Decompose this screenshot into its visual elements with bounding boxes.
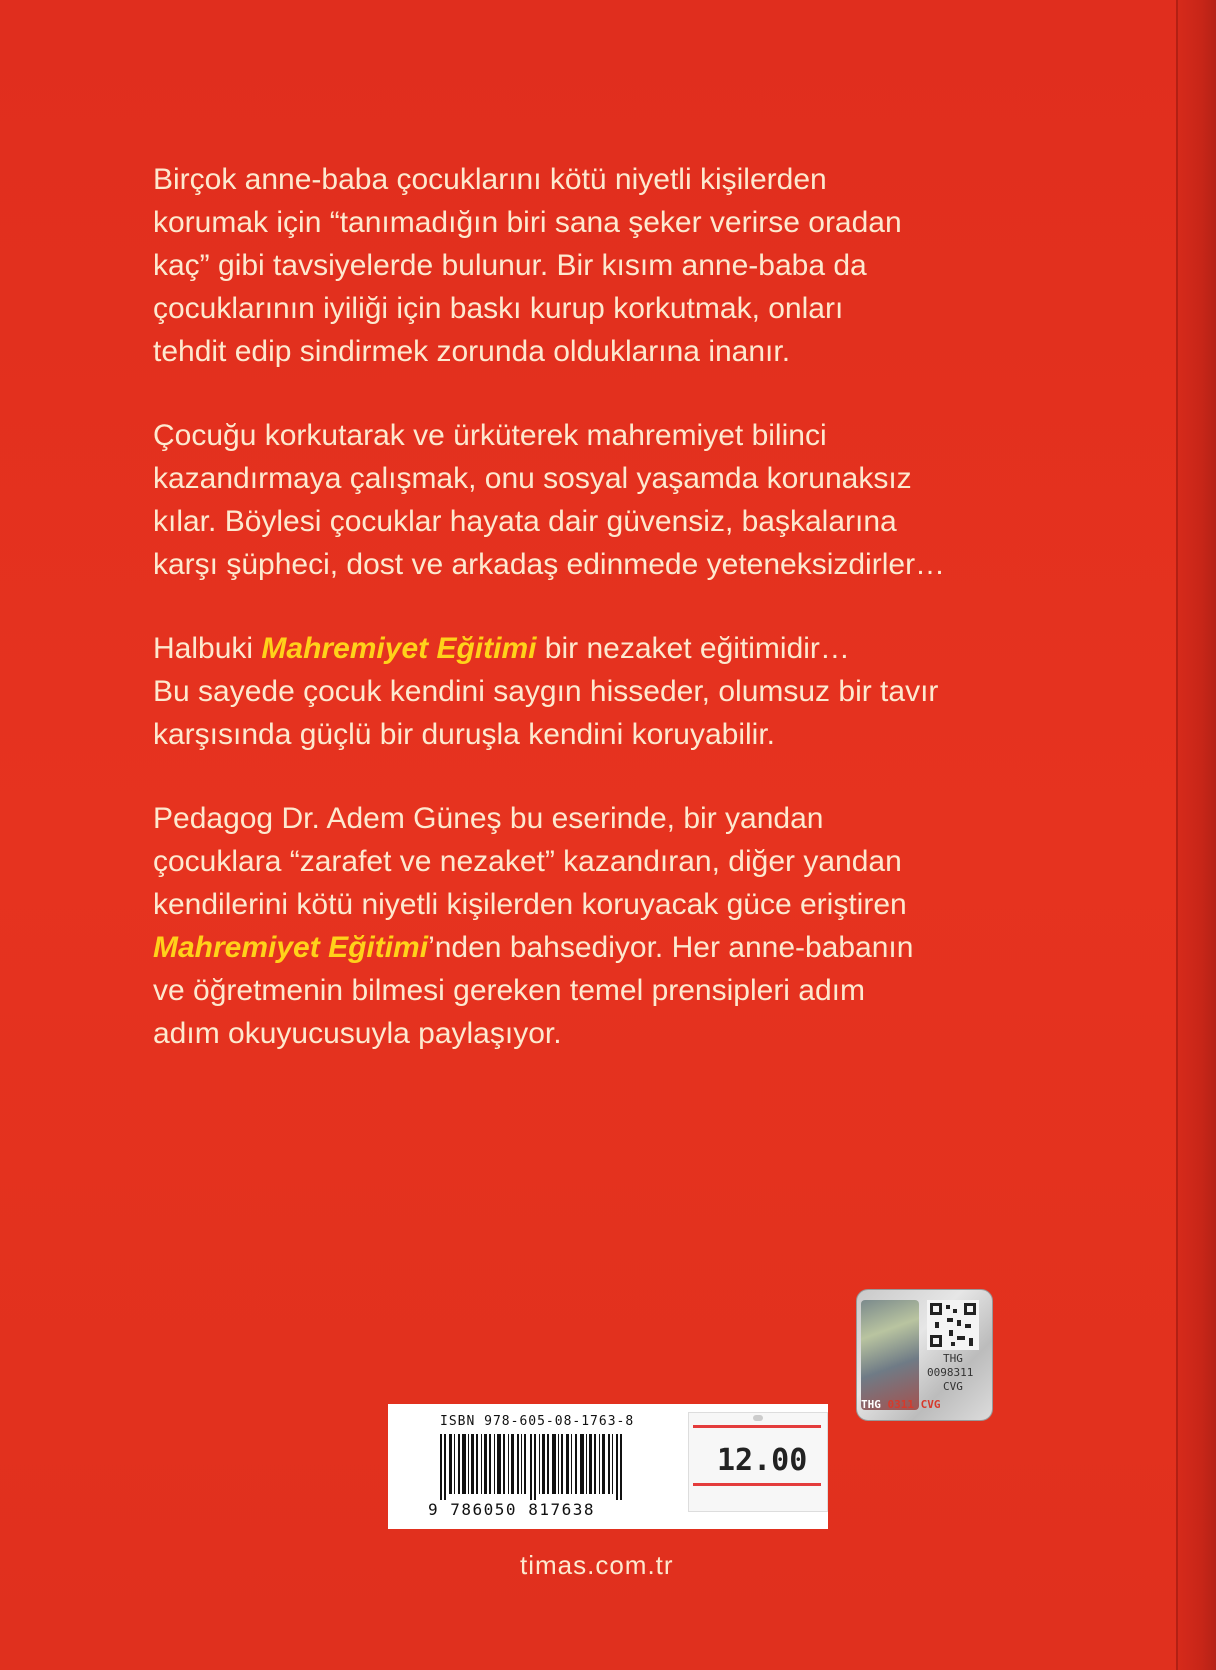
price-value: 12.00: [717, 1443, 808, 1478]
text-line: karşısında güçlü bir duruşla kendini koruyabilir.: [153, 718, 775, 751]
text-line: Çocuğu korkutarak ve ürküterek mahremiyet bilinci: [153, 419, 827, 452]
text-segment: bir nezaket eğitimidir…: [536, 632, 850, 665]
barcode-digits: 9 786050 817638: [428, 1500, 595, 1519]
hologram-text: 0098311: [927, 1366, 974, 1379]
text-line: Pedagog Dr. Adem Güneş bu eserinde, bir yandan: [153, 802, 824, 835]
price-line: [693, 1483, 821, 1486]
text-line: karşı şüpheci, dost ve arkadaş edinmede yeteneksizdirler…: [153, 548, 946, 581]
paragraph-1: [153, 158, 1073, 373]
price-line: [693, 1425, 821, 1428]
hologram-text: CVG: [943, 1380, 963, 1393]
paragraph-4: [153, 797, 1073, 1055]
text-line: adım okuyucusuyla paylaşıyor.: [153, 1017, 562, 1050]
hologram-text: THG: [943, 1352, 963, 1365]
text-line: korumak için “tanımadığın biri sana şeker verirse oradan: [153, 206, 902, 239]
cover-right-edge: [1176, 0, 1216, 1670]
text-line: kazandırmaya çalışmak, onu sosyal yaşamda korunaksız: [153, 462, 912, 495]
text-line: Bu sayede çocuk kendini saygın hisseder, olumsuz bir tavır: [153, 675, 939, 708]
highlighted-title: Mahremiyet Eğitimi: [153, 931, 429, 964]
text-segment: Halbuki: [153, 632, 262, 665]
text-line: [153, 627, 1073, 670]
price-sticker-hole: [753, 1415, 763, 1421]
publisher-website: timas.com.tr: [520, 1550, 674, 1580]
text-line: Birçok anne-baba çocuklarını kötü niyetli kişilerden: [153, 163, 827, 196]
qr-code-icon: [927, 1300, 979, 1350]
text-line: çocuklara “zarafet ve nezaket” kazandıran, diğer yandan: [153, 845, 902, 878]
hologram-band: [861, 1398, 986, 1414]
paragraph-3: [153, 627, 1073, 756]
blurb-text: [153, 158, 1073, 1096]
barcode-panel: [388, 1404, 828, 1529]
hologram-image: [861, 1300, 919, 1410]
hologram-sticker: [856, 1289, 993, 1421]
text-line: kaç” gibi tavsiyelerde bulunur. Bir kısım anne-baba da: [153, 249, 867, 282]
text-line: tehdit edip sindirmek zorunda olduklarına inanır.: [153, 335, 791, 368]
highlighted-title: Mahremiyet Eğitimi: [261, 632, 537, 665]
paragraph-2: [153, 414, 1073, 586]
hologram-band-left: THG: [861, 1398, 881, 1411]
text-line: ve öğretmenin bilmesi gereken temel prensipleri adım: [153, 974, 866, 1007]
text-segment: ’nden bahsediyor. Her anne-babanın: [428, 931, 914, 964]
hologram-band-right: 0311 CVG: [887, 1398, 941, 1411]
text-line: çocuklarının iyiliği için baskı kurup korkutmak, onları: [153, 292, 844, 325]
price-sticker: [688, 1412, 828, 1512]
text-line: kılar. Böylesi çocuklar hayata dair güvensiz, başkalarına: [153, 505, 897, 538]
isbn-label: ISBN 978-605-08-1763-8: [440, 1414, 635, 1429]
text-line: kendilerini kötü niyetli kişilerden koruyacak güce eriştiren: [153, 888, 907, 921]
text-line: [153, 926, 1073, 969]
barcode-icon: [440, 1434, 630, 1500]
